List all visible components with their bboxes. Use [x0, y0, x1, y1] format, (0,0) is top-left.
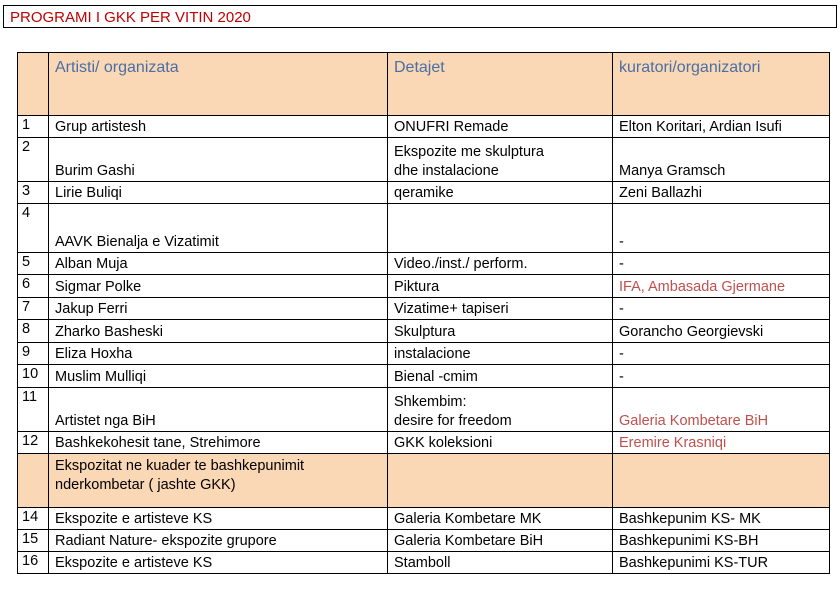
table-header-row	[18, 53, 830, 116]
table-row	[18, 508, 830, 530]
row-number: 3	[18, 182, 49, 204]
table-row	[18, 320, 830, 343]
row-details: Vizatime+ tapiseri	[388, 298, 613, 320]
row-number: 9	[18, 343, 49, 365]
row-artist: Lirie Buliqi	[49, 182, 388, 204]
section-title-line1: Ekspozitat ne kuader te bashkepunimit	[55, 458, 305, 474]
row-details: Skulptura	[388, 320, 613, 343]
section-details-cell	[388, 454, 613, 508]
row-artist: Radiant Nature- ekspozite grupore	[49, 530, 388, 552]
row-curator: Manya Gramsch	[613, 138, 830, 182]
page-title: PROGRAMI I GKK PER VITIN 2020	[10, 9, 251, 26]
row-curator: -	[613, 253, 830, 275]
row-details: Galeria Kombetare MK	[388, 508, 613, 530]
section-title-line2: nderkombetar ( jashte GKK)	[55, 477, 236, 493]
row-number: 1	[18, 116, 49, 138]
row-artist: AAVK Bienalja e Vizatimit	[49, 204, 388, 253]
row-number: 11	[18, 388, 49, 432]
row-curator: Galeria Kombetare BiH	[613, 388, 830, 432]
table-row	[18, 298, 830, 320]
row-details-line2: desire for freedom	[394, 413, 512, 429]
row-curator: Zeni Ballazhi	[613, 182, 830, 204]
header-artist: Artisti/ organizata	[49, 53, 388, 116]
section-num-cell	[18, 454, 49, 508]
table-row	[18, 204, 830, 253]
row-details: instalacione	[388, 343, 613, 365]
row-number: 16	[18, 552, 49, 574]
row-number: 15	[18, 530, 49, 552]
row-details: ONUFRI Remade	[388, 116, 613, 138]
row-curator: Elton Koritari, Ardian Isufi	[613, 116, 830, 138]
row-artist: Bashkekohesit tane, Strehimore	[49, 432, 388, 454]
table-row	[18, 432, 830, 454]
table-row	[18, 530, 830, 552]
table-row	[18, 365, 830, 388]
program-table	[17, 52, 830, 574]
row-artist: Eliza Hoxha	[49, 343, 388, 365]
row-artist: Sigmar Polke	[49, 275, 388, 298]
row-artist: Artistet nga BiH	[49, 388, 388, 432]
row-curator: Bashkepunimi KS-TUR	[613, 552, 830, 574]
row-curator: Bashkepunim KS- MK	[613, 508, 830, 530]
row-number: 12	[18, 432, 49, 454]
row-artist: Ekspozite e artisteve KS	[49, 552, 388, 574]
row-details: Galeria Kombetare BiH	[388, 530, 613, 552]
row-number: 14	[18, 508, 49, 530]
row-details-line1: Ekspozite me skulptura	[394, 144, 544, 160]
table-row	[18, 138, 830, 182]
row-details: Stamboll	[388, 552, 613, 574]
row-artist: Zharko Basheski	[49, 320, 388, 343]
row-number: 2	[18, 138, 49, 182]
title-box	[3, 5, 837, 28]
table-row	[18, 388, 830, 432]
header-curator: kuratori/organizatori	[613, 53, 830, 116]
section-row	[18, 454, 830, 508]
table-row	[18, 182, 830, 204]
row-details-line2: dhe instalacione	[394, 163, 499, 179]
header-details: Detajet	[388, 53, 613, 116]
row-details: qeramike	[388, 182, 613, 204]
row-number: 6	[18, 275, 49, 298]
row-curator: -	[613, 204, 830, 253]
row-number: 8	[18, 320, 49, 343]
row-details: Bienal -cmim	[388, 365, 613, 388]
section-title	[49, 454, 388, 508]
row-details-line1: Shkembim:	[394, 394, 467, 410]
header-num	[18, 53, 49, 116]
table-row	[18, 275, 830, 298]
row-details: GKK koleksioni	[388, 432, 613, 454]
row-curator: -	[613, 365, 830, 388]
row-artist: Jakup Ferri	[49, 298, 388, 320]
row-number: 5	[18, 253, 49, 275]
row-number: 7	[18, 298, 49, 320]
row-curator: IFA, Ambasada Gjermane	[613, 275, 830, 298]
table-row	[18, 253, 830, 275]
row-curator: -	[613, 298, 830, 320]
row-details	[388, 138, 613, 182]
row-artist: Muslim Mulliqi	[49, 365, 388, 388]
row-curator: Gorancho Georgievski	[613, 320, 830, 343]
row-curator: Bashkepunimi KS-BH	[613, 530, 830, 552]
row-artist: Ekspozite e artisteve KS	[49, 508, 388, 530]
section-curator-cell	[613, 454, 830, 508]
row-details	[388, 388, 613, 432]
row-details: Video./inst./ perform.	[388, 253, 613, 275]
table-row	[18, 552, 830, 574]
table-row	[18, 343, 830, 365]
row-number: 4	[18, 204, 49, 253]
row-details	[388, 204, 613, 253]
row-artist: Alban Muja	[49, 253, 388, 275]
table-row	[18, 116, 830, 138]
row-curator: -	[613, 343, 830, 365]
row-artist: Burim Gashi	[49, 138, 388, 182]
row-details: Piktura	[388, 275, 613, 298]
row-curator: Eremire Krasniqi	[613, 432, 830, 454]
row-number: 10	[18, 365, 49, 388]
row-artist: Grup artistesh	[49, 116, 388, 138]
